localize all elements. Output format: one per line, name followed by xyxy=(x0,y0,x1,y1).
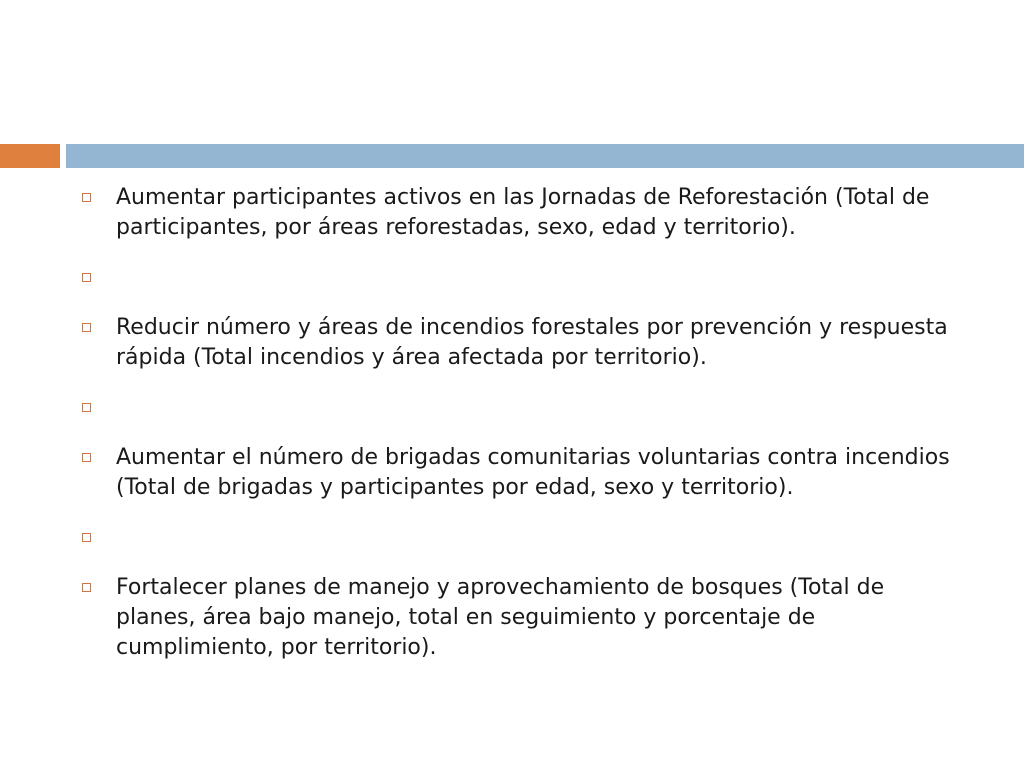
square-bullet-icon xyxy=(82,533,91,542)
bullet-item xyxy=(80,573,960,663)
accent-bar-orange xyxy=(0,144,60,168)
bullet-item-empty xyxy=(80,263,960,293)
square-bullet-icon xyxy=(82,273,91,282)
bullet-item xyxy=(80,313,960,373)
bullet-item-empty xyxy=(80,393,960,423)
bullet-text: Reducir número y áreas de incendios forestales por prevención y respuesta rápida (Total incendios y área afectada por territorio). xyxy=(116,315,948,370)
bullet-text: Aumentar el número de brigadas comunitarias voluntarias contra incendios (Total de brigadas y participantes por edad, sexo y territorio). xyxy=(116,445,950,500)
bullet-item-empty xyxy=(80,523,960,553)
square-bullet-icon xyxy=(82,453,91,462)
square-bullet-icon xyxy=(82,403,91,412)
bullet-text: Aumentar participantes activos en las Jornadas de Reforestación (Total de participantes, por áreas reforestadas, sexo, edad y territorio). xyxy=(116,185,930,240)
bullet-text: Fortalecer planes de manejo y aprovechamiento de bosques (Total de planes, área bajo manejo, total en seguimiento y porcentaje de cumplimiento, por territorio). xyxy=(116,575,885,660)
bullet-item xyxy=(80,443,960,503)
bullet-item xyxy=(80,183,960,243)
accent-bar-blue xyxy=(66,144,1024,168)
square-bullet-icon xyxy=(82,193,91,202)
square-bullet-icon xyxy=(82,583,91,592)
bullet-list xyxy=(80,183,960,683)
square-bullet-icon xyxy=(82,323,91,332)
